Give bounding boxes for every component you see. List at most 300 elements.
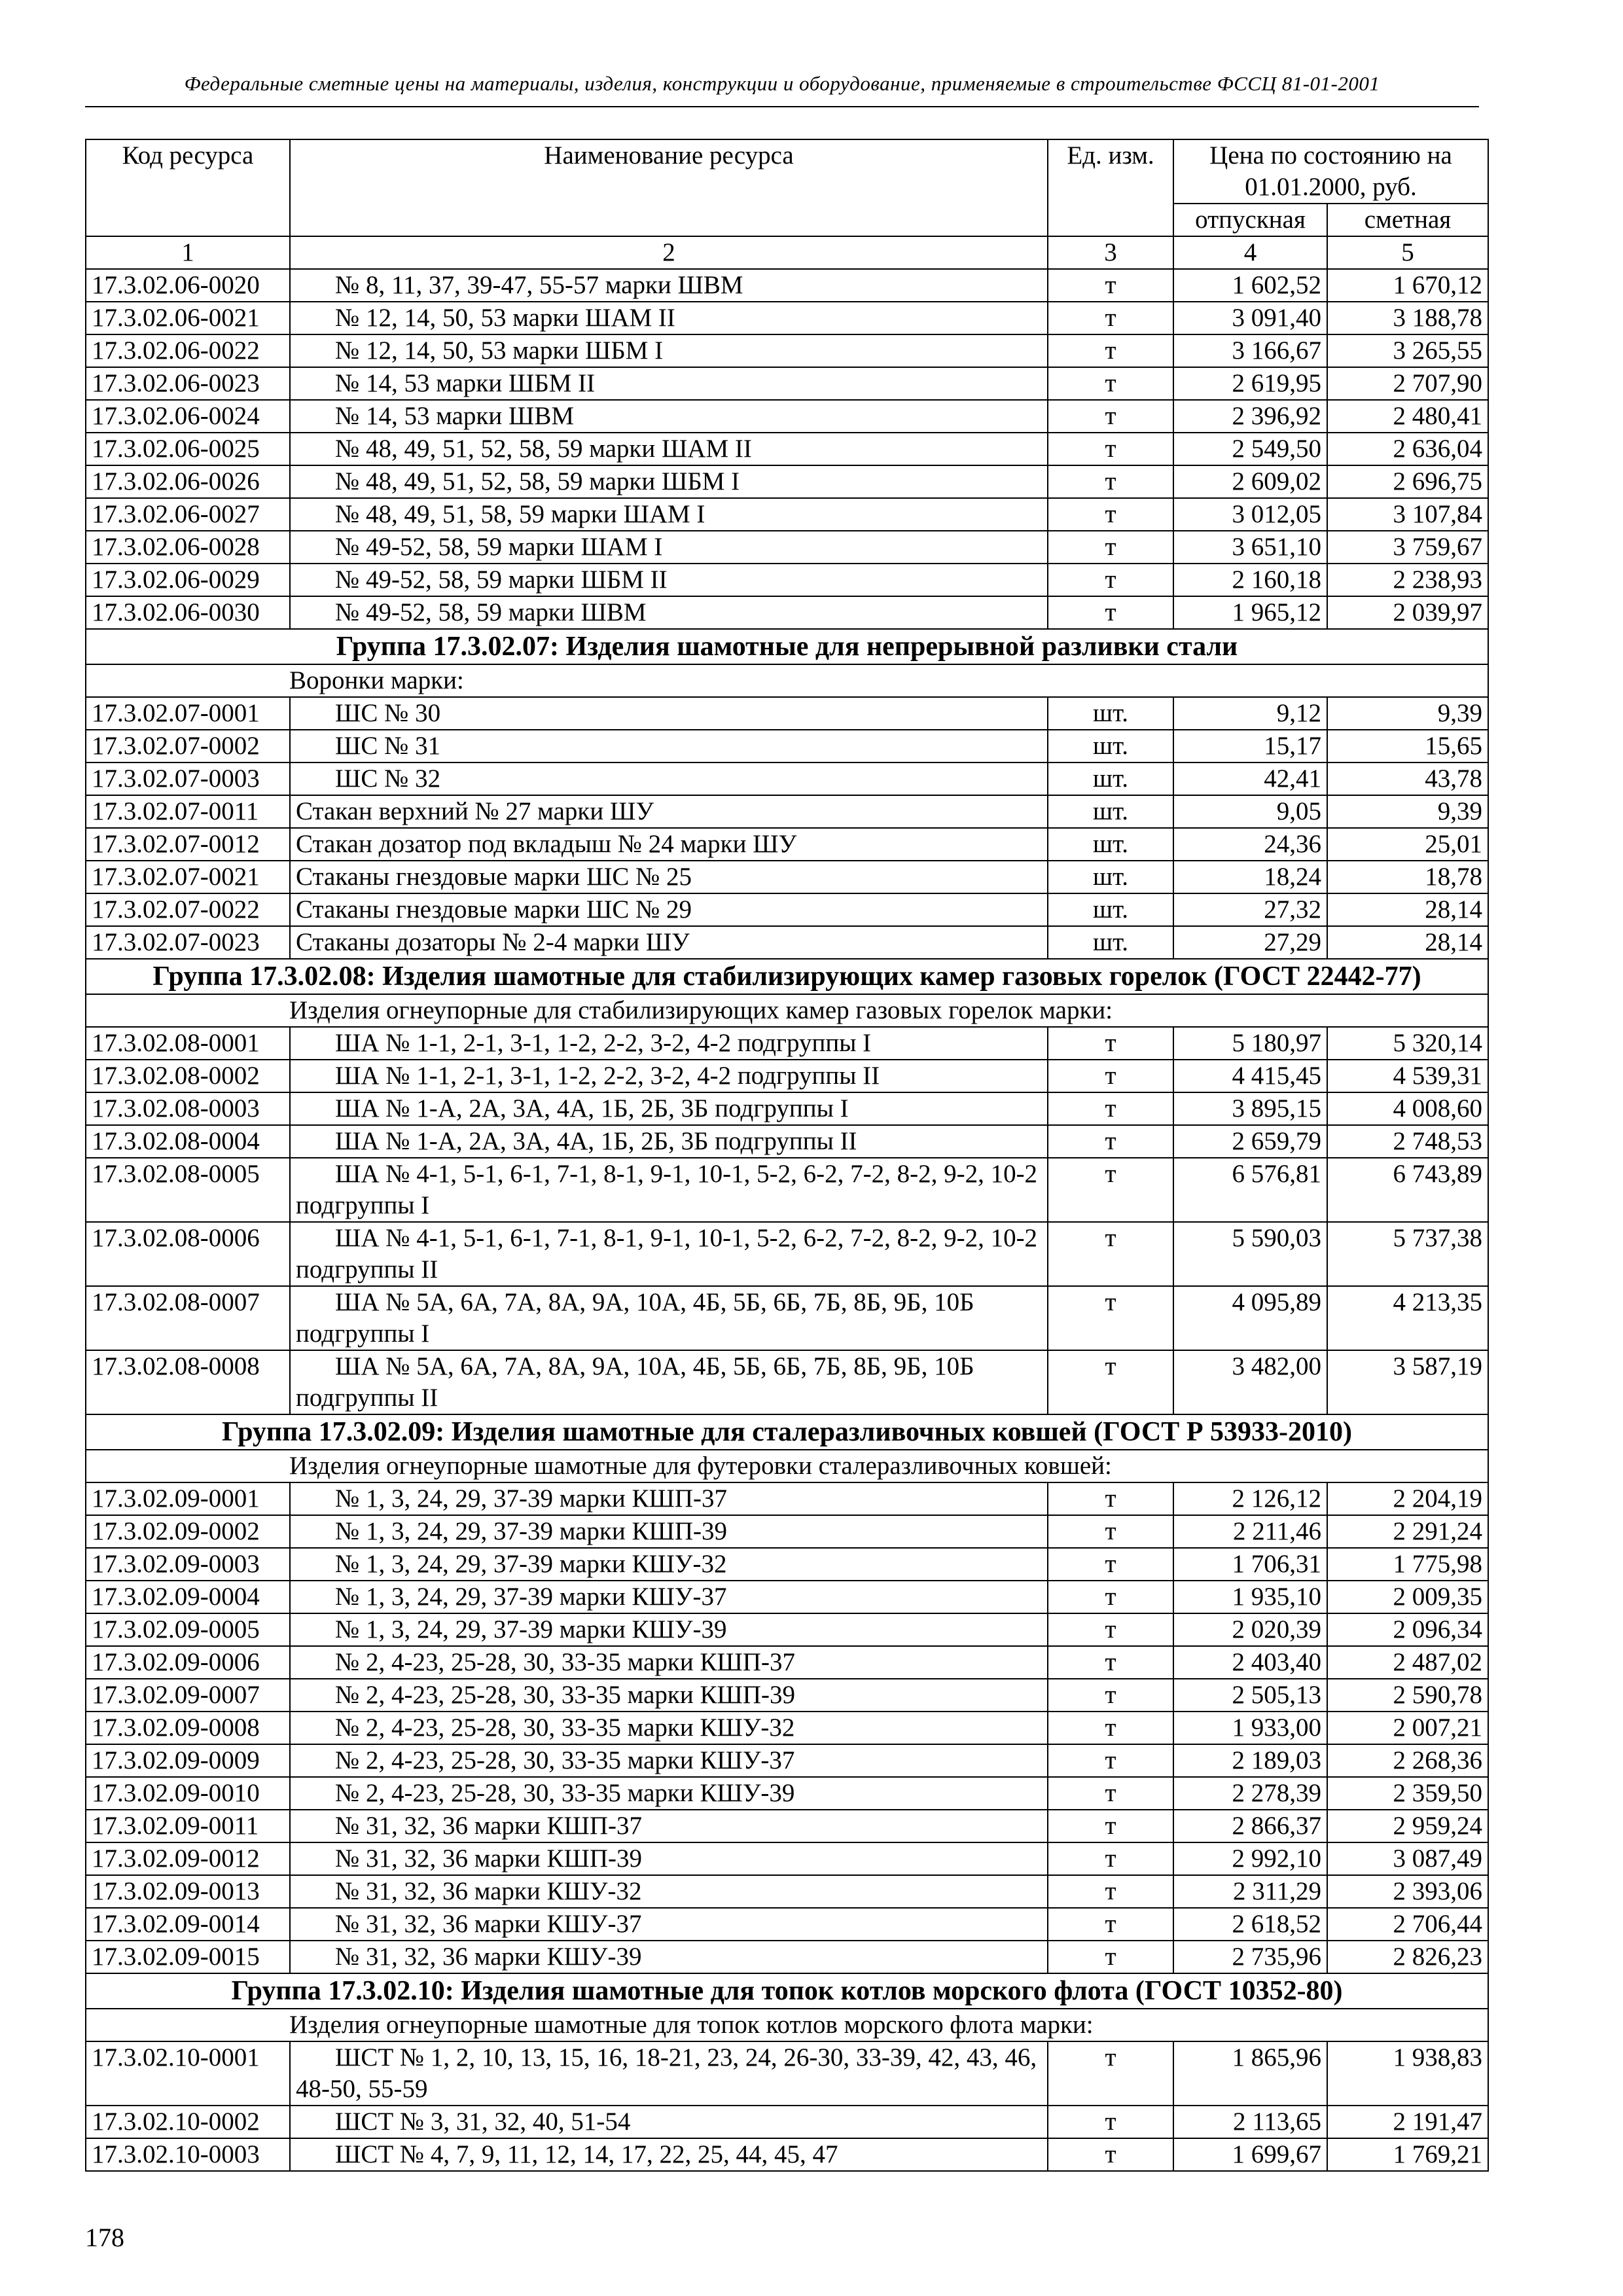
resource-code: 17.3.02.08-0006 — [86, 1222, 290, 1286]
resource-code: 17.3.02.06-0021 — [86, 302, 290, 334]
release-price: 18,24 — [1173, 861, 1327, 893]
table-row — [86, 596, 1488, 629]
estimate-price: 2 039,97 — [1327, 596, 1488, 629]
table-row — [86, 1548, 1488, 1581]
resource-code: 17.3.02.06-0026 — [86, 465, 290, 498]
resource-name: ША № 1-1, 2-1, 3-1, 1-2, 2-2, 3-2, 4-2 подгруппы I — [290, 1027, 1048, 1060]
estimate-price: 9,39 — [1327, 795, 1488, 828]
unit-of-measure: т — [1048, 433, 1173, 465]
release-price: 5 180,97 — [1173, 1027, 1327, 1060]
estimate-price: 2 959,24 — [1327, 1810, 1488, 1842]
estimate-price: 2 487,02 — [1327, 1646, 1488, 1679]
resource-code: 17.3.02.07-0023 — [86, 926, 290, 959]
table-row — [86, 730, 1488, 762]
unit-of-measure: т — [1048, 1777, 1173, 1810]
resource-name: Стаканы дозаторы № 2-4 марки ШУ — [290, 926, 1048, 959]
resource-code: 17.3.02.09-0007 — [86, 1679, 290, 1712]
table-row — [86, 795, 1488, 828]
estimate-price: 18,78 — [1327, 861, 1488, 893]
unit-of-measure: шт. — [1048, 730, 1173, 762]
estimate-price: 2 590,78 — [1327, 1679, 1488, 1712]
unit-of-measure: т — [1048, 334, 1173, 367]
resource-code: 17.3.02.06-0030 — [86, 596, 290, 629]
resource-name: № 2, 4-23, 25-28, 30, 33-35 марки КШУ-39 — [290, 1777, 1048, 1810]
release-price: 2 396,92 — [1173, 400, 1327, 433]
unit-of-measure: т — [1048, 1092, 1173, 1125]
resource-code: 17.3.02.08-0008 — [86, 1350, 290, 1414]
group-heading-row — [86, 629, 1488, 664]
resource-name: № 2, 4-23, 25-28, 30, 33-35 марки КШУ-32 — [290, 1712, 1048, 1744]
release-price: 3 012,05 — [1173, 498, 1327, 531]
table-row — [86, 893, 1488, 926]
resource-name: ША № 5А, 6А, 7А, 8А, 9А, 10А, 4Б, 5Б, 6Б, 7Б, 8Б, 9Б, 10Б подгруппы I — [290, 1286, 1048, 1350]
resource-code: 17.3.02.09-0013 — [86, 1875, 290, 1908]
estimate-price: 2 291,24 — [1327, 1515, 1488, 1548]
release-price: 24,36 — [1173, 828, 1327, 861]
resource-name: Стакан верхний № 27 марки ШУ — [290, 795, 1048, 828]
resource-name: ША № 1-А, 2А, 3А, 4А, 1Б, 2Б, 3Б подгруппы II — [290, 1125, 1048, 1158]
resource-code: 17.3.02.09-0004 — [86, 1581, 290, 1613]
release-price: 2 619,95 — [1173, 367, 1327, 400]
unit-of-measure: т — [1048, 1941, 1173, 1973]
table-row — [86, 367, 1488, 400]
unit-of-measure: т — [1048, 1158, 1173, 1222]
unit-of-measure: шт. — [1048, 926, 1173, 959]
table-row — [86, 465, 1488, 498]
resource-code: 17.3.02.09-0005 — [86, 1613, 290, 1646]
estimate-price: 5 320,14 — [1327, 1027, 1488, 1060]
release-price: 4 095,89 — [1173, 1286, 1327, 1350]
estimate-price: 4 539,31 — [1327, 1060, 1488, 1092]
table-row — [86, 1286, 1488, 1350]
resource-name: № 1, 3, 24, 29, 37-39 марки КШУ-39 — [290, 1613, 1048, 1646]
release-price: 2 505,13 — [1173, 1679, 1327, 1712]
estimate-price: 2 359,50 — [1327, 1777, 1488, 1810]
estimate-price: 1 938,83 — [1327, 2041, 1488, 2106]
unit-of-measure: т — [1048, 269, 1173, 302]
table-row — [86, 1810, 1488, 1842]
estimate-price: 5 737,38 — [1327, 1222, 1488, 1286]
estimate-price: 1 769,21 — [1327, 2138, 1488, 2171]
estimate-price: 2 009,35 — [1327, 1581, 1488, 1613]
release-price: 1 699,67 — [1173, 2138, 1327, 2171]
header-release-price: отпускная — [1173, 204, 1327, 236]
group-heading: Группа 17.3.02.10: Изделия шамотные для топок котлов морского флота (ГОСТ 10352-80) — [86, 1973, 1488, 2009]
unit-of-measure: т — [1048, 564, 1173, 596]
resource-code: 17.3.02.08-0002 — [86, 1060, 290, 1092]
resource-name: № 48, 49, 51, 52, 58, 59 марки ШАМ II — [290, 433, 1048, 465]
column-numbers-row — [86, 236, 1488, 269]
column-number: 5 — [1327, 236, 1488, 269]
price-table — [85, 139, 1489, 2172]
resource-name: № 31, 32, 36 марки КШУ-37 — [290, 1908, 1048, 1941]
resource-name: ША № 5А, 6А, 7А, 8А, 9А, 10А, 4Б, 5Б, 6Б, 7Б, 8Б, 9Б, 10Б подгруппы II — [290, 1350, 1048, 1414]
estimate-price: 2 636,04 — [1327, 433, 1488, 465]
release-price: 1 965,12 — [1173, 596, 1327, 629]
estimate-price: 1 775,98 — [1327, 1548, 1488, 1581]
estimate-price: 25,01 — [1327, 828, 1488, 861]
unit-of-measure: т — [1048, 1027, 1173, 1060]
resource-code: 17.3.02.07-0011 — [86, 795, 290, 828]
table-row — [86, 1482, 1488, 1515]
resource-name: № 48, 49, 51, 52, 58, 59 марки ШБМ I — [290, 465, 1048, 498]
column-number: 4 — [1173, 236, 1327, 269]
resource-code: 17.3.02.07-0021 — [86, 861, 290, 893]
unit-of-measure: шт. — [1048, 795, 1173, 828]
unit-of-measure: т — [1048, 1222, 1173, 1286]
resource-name: № 2, 4-23, 25-28, 30, 33-35 марки КШУ-37 — [290, 1744, 1048, 1777]
unit-of-measure: т — [1048, 1875, 1173, 1908]
unit-of-measure: т — [1048, 1350, 1173, 1414]
table-row — [86, 926, 1488, 959]
unit-of-measure: т — [1048, 2138, 1173, 2171]
unit-of-measure: т — [1048, 1125, 1173, 1158]
header-unit: Ед. изм. — [1048, 139, 1173, 236]
estimate-price: 9,39 — [1327, 697, 1488, 730]
release-price: 2 609,02 — [1173, 465, 1327, 498]
estimate-price: 6 743,89 — [1327, 1158, 1488, 1222]
unit-of-measure: т — [1048, 1842, 1173, 1875]
release-price: 2 735,96 — [1173, 1941, 1327, 1973]
table-row — [86, 1679, 1488, 1712]
release-price: 9,12 — [1173, 697, 1327, 730]
release-price: 2 311,29 — [1173, 1875, 1327, 1908]
resource-name: № 12, 14, 50, 53 марки ШАМ II — [290, 302, 1048, 334]
estimate-price: 2 007,21 — [1327, 1712, 1488, 1744]
release-price: 2 113,65 — [1173, 2106, 1327, 2138]
release-price: 15,17 — [1173, 730, 1327, 762]
release-price: 2 992,10 — [1173, 1842, 1327, 1875]
unit-of-measure: шт. — [1048, 762, 1173, 795]
unit-of-measure: т — [1048, 498, 1173, 531]
estimate-price: 3 587,19 — [1327, 1350, 1488, 1414]
resource-name: ША № 4-1, 5-1, 6-1, 7-1, 8-1, 9-1, 10-1, 5-2, 6-2, 7-2, 8-2, 9-2, 10-2 подгруппы II — [290, 1222, 1048, 1286]
release-price: 2 160,18 — [1173, 564, 1327, 596]
estimate-price: 2 748,53 — [1327, 1125, 1488, 1158]
release-price: 3 482,00 — [1173, 1350, 1327, 1414]
estimate-price: 2 707,90 — [1327, 367, 1488, 400]
estimate-price: 1 670,12 — [1327, 269, 1488, 302]
release-price: 27,32 — [1173, 893, 1327, 926]
release-price: 2 549,50 — [1173, 433, 1327, 465]
table-row — [86, 302, 1488, 334]
unit-of-measure: т — [1048, 1515, 1173, 1548]
unit-of-measure: т — [1048, 400, 1173, 433]
table-row — [86, 2106, 1488, 2138]
column-number: 1 — [86, 236, 290, 269]
estimate-price: 2 706,44 — [1327, 1908, 1488, 1941]
table-row — [86, 400, 1488, 433]
estimate-price: 4 213,35 — [1327, 1286, 1488, 1350]
resource-code: 17.3.02.08-0007 — [86, 1286, 290, 1350]
table-row — [86, 1842, 1488, 1875]
estimate-price: 28,14 — [1327, 926, 1488, 959]
resource-code: 17.3.02.10-0002 — [86, 2106, 290, 2138]
resource-code: 17.3.02.07-0022 — [86, 893, 290, 926]
subgroup-heading-row — [86, 1450, 1488, 1482]
resource-code: 17.3.02.08-0004 — [86, 1125, 290, 1158]
resource-name: Стаканы гнездовые марки ШС № 29 — [290, 893, 1048, 926]
resource-name: № 1, 3, 24, 29, 37-39 марки КШУ-37 — [290, 1581, 1048, 1613]
resource-code: 17.3.02.09-0010 — [86, 1777, 290, 1810]
header-name: Наименование ресурса — [290, 139, 1048, 236]
subgroup-heading: Изделия огнеупорные шамотные для футеровки сталеразливочных ковшей: — [86, 1450, 1488, 1482]
unit-of-measure: шт. — [1048, 861, 1173, 893]
group-heading-row — [86, 959, 1488, 994]
estimate-price: 2 204,19 — [1327, 1482, 1488, 1515]
release-price: 3 166,67 — [1173, 334, 1327, 367]
unit-of-measure: т — [1048, 1712, 1173, 1744]
table-row — [86, 1712, 1488, 1744]
release-price: 2 659,79 — [1173, 1125, 1327, 1158]
table-row — [86, 564, 1488, 596]
release-price: 4 415,45 — [1173, 1060, 1327, 1092]
resource-name: ШСТ № 4, 7, 9, 11, 12, 14, 17, 22, 25, 44, 45, 47 — [290, 2138, 1048, 2171]
release-price: 1 935,10 — [1173, 1581, 1327, 1613]
resource-code: 17.3.02.06-0020 — [86, 269, 290, 302]
unit-of-measure: т — [1048, 1286, 1173, 1350]
resource-code: 17.3.02.09-0015 — [86, 1941, 290, 1973]
resource-name: № 49-52, 58, 59 марки ШАМ I — [290, 531, 1048, 564]
estimate-price: 2 480,41 — [1327, 400, 1488, 433]
estimate-price: 43,78 — [1327, 762, 1488, 795]
resource-name: ШС № 31 — [290, 730, 1048, 762]
resource-code: 17.3.02.06-0029 — [86, 564, 290, 596]
unit-of-measure: т — [1048, 1060, 1173, 1092]
unit-of-measure: т — [1048, 596, 1173, 629]
release-price: 27,29 — [1173, 926, 1327, 959]
estimate-price: 2 696,75 — [1327, 465, 1488, 498]
resource-name: № 48, 49, 51, 58, 59 марки ШАМ I — [290, 498, 1048, 531]
resource-name: № 49-52, 58, 59 марки ШВМ — [290, 596, 1048, 629]
header-estimate-price: сметная — [1327, 204, 1488, 236]
resource-code: 17.3.02.09-0012 — [86, 1842, 290, 1875]
resource-code: 17.3.02.09-0006 — [86, 1646, 290, 1679]
table-row — [86, 1744, 1488, 1777]
estimate-price: 2 826,23 — [1327, 1941, 1488, 1973]
resource-code: 17.3.02.09-0003 — [86, 1548, 290, 1581]
table-row — [86, 334, 1488, 367]
unit-of-measure: т — [1048, 531, 1173, 564]
release-price: 3 651,10 — [1173, 531, 1327, 564]
resource-code: 17.3.02.06-0025 — [86, 433, 290, 465]
table-row — [86, 1158, 1488, 1222]
table-header-row — [86, 139, 1488, 204]
release-price: 1 933,00 — [1173, 1712, 1327, 1744]
table-row — [86, 1908, 1488, 1941]
estimate-price: 2 096,34 — [1327, 1613, 1488, 1646]
estimate-price: 15,65 — [1327, 730, 1488, 762]
subgroup-heading: Изделия огнеупорные шамотные для топок котлов морского флота марки: — [86, 2009, 1488, 2041]
resource-code: 17.3.02.09-0009 — [86, 1744, 290, 1777]
table-row — [86, 498, 1488, 531]
table-row — [86, 1777, 1488, 1810]
estimate-price: 4 008,60 — [1327, 1092, 1488, 1125]
resource-name: № 49-52, 58, 59 марки ШБМ II — [290, 564, 1048, 596]
table-row — [86, 1092, 1488, 1125]
unit-of-measure: т — [1048, 2041, 1173, 2106]
table-row — [86, 2138, 1488, 2171]
release-price: 5 590,03 — [1173, 1222, 1327, 1286]
table-row — [86, 1875, 1488, 1908]
resource-name: № 1, 3, 24, 29, 37-39 марки КШУ-32 — [290, 1548, 1048, 1581]
group-heading-row — [86, 1414, 1488, 1450]
table-row — [86, 1581, 1488, 1613]
unit-of-measure: шт. — [1048, 828, 1173, 861]
estimate-price: 2 238,93 — [1327, 564, 1488, 596]
resource-name: ШС № 30 — [290, 697, 1048, 730]
resource-code: 17.3.02.08-0005 — [86, 1158, 290, 1222]
estimate-price: 3 107,84 — [1327, 498, 1488, 531]
resource-name: № 31, 32, 36 марки КШП-37 — [290, 1810, 1048, 1842]
resource-code: 17.3.02.07-0001 — [86, 697, 290, 730]
estimate-price: 2 393,06 — [1327, 1875, 1488, 1908]
table-row — [86, 1027, 1488, 1060]
resource-code: 17.3.02.10-0003 — [86, 2138, 290, 2171]
header-code: Код ресурса — [86, 139, 290, 236]
release-price: 2 618,52 — [1173, 1908, 1327, 1941]
resource-name: № 31, 32, 36 марки КШУ-39 — [290, 1941, 1048, 1973]
unit-of-measure: т — [1048, 1581, 1173, 1613]
table-row — [86, 861, 1488, 893]
column-number: 3 — [1048, 236, 1173, 269]
estimate-price: 3 188,78 — [1327, 302, 1488, 334]
resource-name: ШС № 32 — [290, 762, 1048, 795]
resource-code: 17.3.02.09-0008 — [86, 1712, 290, 1744]
page-header: Федеральные сметные цены на материалы, изделия, конструкции и оборудование, применяемые в строительстве ФССЦ 81-01-2001 — [184, 72, 1380, 95]
resource-code: 17.3.02.08-0001 — [86, 1027, 290, 1060]
table-row — [86, 269, 1488, 302]
unit-of-measure: т — [1048, 1646, 1173, 1679]
group-heading: Группа 17.3.02.09: Изделия шамотные для сталеразливочных ковшей (ГОСТ Р 53933-2010) — [86, 1414, 1488, 1450]
release-price: 6 576,81 — [1173, 1158, 1327, 1222]
release-price: 2 020,39 — [1173, 1613, 1327, 1646]
release-price: 42,41 — [1173, 762, 1327, 795]
resource-name: ШСТ № 3, 31, 32, 40, 51-54 — [290, 2106, 1048, 2138]
unit-of-measure: т — [1048, 1482, 1173, 1515]
unit-of-measure: т — [1048, 2106, 1173, 2138]
resource-code: 17.3.02.06-0027 — [86, 498, 290, 531]
subgroup-heading-row — [86, 2009, 1488, 2041]
table-row — [86, 2041, 1488, 2106]
release-price: 3 091,40 — [1173, 302, 1327, 334]
subgroup-heading-row — [86, 664, 1488, 697]
table-row — [86, 1060, 1488, 1092]
resource-code: 17.3.02.08-0003 — [86, 1092, 290, 1125]
resource-code: 17.3.02.09-0014 — [86, 1908, 290, 1941]
table-row — [86, 1646, 1488, 1679]
header-rule — [85, 106, 1479, 107]
group-heading: Группа 17.3.02.08: Изделия шамотные для стабилизирующих камер газовых горелок (ГОСТ 22442-77) — [86, 959, 1488, 994]
table-row — [86, 1941, 1488, 1973]
resource-name: № 14, 53 марки ШБМ II — [290, 367, 1048, 400]
subgroup-heading: Изделия огнеупорные для стабилизирующих камер газовых горелок марки: — [86, 994, 1488, 1027]
table-row — [86, 1515, 1488, 1548]
release-price: 2 189,03 — [1173, 1744, 1327, 1777]
subgroup-heading: Воронки марки: — [86, 664, 1488, 697]
unit-of-measure: т — [1048, 1908, 1173, 1941]
estimate-price: 3 265,55 — [1327, 334, 1488, 367]
resource-name: № 31, 32, 36 марки КШУ-32 — [290, 1875, 1048, 1908]
table-row — [86, 697, 1488, 730]
unit-of-measure: т — [1048, 1548, 1173, 1581]
resource-name: ШСТ № 1, 2, 10, 13, 15, 16, 18-21, 23, 24, 26-30, 33-39, 42, 43, 46, 48-50, 55-59 — [290, 2041, 1048, 2106]
estimate-price: 2 191,47 — [1327, 2106, 1488, 2138]
resource-name: № 14, 53 марки ШВМ — [290, 400, 1048, 433]
resource-code: 17.3.02.06-0023 — [86, 367, 290, 400]
estimate-price: 2 268,36 — [1327, 1744, 1488, 1777]
table-row — [86, 1125, 1488, 1158]
resource-code: 17.3.02.06-0024 — [86, 400, 290, 433]
table-row — [86, 433, 1488, 465]
release-price: 2 278,39 — [1173, 1777, 1327, 1810]
unit-of-measure: шт. — [1048, 697, 1173, 730]
page-number: 178 — [85, 2223, 124, 2252]
unit-of-measure: шт. — [1048, 893, 1173, 926]
resource-name: Стаканы гнездовые марки ШС № 25 — [290, 861, 1048, 893]
resource-name: № 31, 32, 36 марки КШП-39 — [290, 1842, 1048, 1875]
unit-of-measure: т — [1048, 1744, 1173, 1777]
release-price: 2 211,46 — [1173, 1515, 1327, 1548]
estimate-price: 3 759,67 — [1327, 531, 1488, 564]
table-row — [86, 762, 1488, 795]
resource-code: 17.3.02.10-0001 — [86, 2041, 290, 2106]
resource-name: № 8, 11, 37, 39-47, 55-57 марки ШВМ — [290, 269, 1048, 302]
unit-of-measure: т — [1048, 1679, 1173, 1712]
resource-name: ША № 1-1, 2-1, 3-1, 1-2, 2-2, 3-2, 4-2 подгруппы II — [290, 1060, 1048, 1092]
resource-name: № 2, 4-23, 25-28, 30, 33-35 марки КШП-39 — [290, 1679, 1048, 1712]
resource-name: № 2, 4-23, 25-28, 30, 33-35 марки КШП-37 — [290, 1646, 1048, 1679]
release-price: 1 865,96 — [1173, 2041, 1327, 2106]
table-row — [86, 1613, 1488, 1646]
resource-code: 17.3.02.09-0011 — [86, 1810, 290, 1842]
resource-code: 17.3.02.07-0012 — [86, 828, 290, 861]
release-price: 1 602,52 — [1173, 269, 1327, 302]
release-price: 3 895,15 — [1173, 1092, 1327, 1125]
release-price: 2 866,37 — [1173, 1810, 1327, 1842]
unit-of-measure: т — [1048, 367, 1173, 400]
resource-code: 17.3.02.06-0022 — [86, 334, 290, 367]
table-row — [86, 828, 1488, 861]
estimate-price: 28,14 — [1327, 893, 1488, 926]
column-number: 2 — [290, 236, 1048, 269]
resource-name: № 1, 3, 24, 29, 37-39 марки КШП-39 — [290, 1515, 1048, 1548]
resource-name: ША № 1-А, 2А, 3А, 4А, 1Б, 2Б, 3Б подгруппы I — [290, 1092, 1048, 1125]
table-row — [86, 1222, 1488, 1286]
table-row — [86, 1350, 1488, 1414]
estimate-price: 3 087,49 — [1327, 1842, 1488, 1875]
release-price: 9,05 — [1173, 795, 1327, 828]
resource-code: 17.3.02.07-0002 — [86, 730, 290, 762]
resource-code: 17.3.02.06-0028 — [86, 531, 290, 564]
group-heading-row — [86, 1973, 1488, 2009]
unit-of-measure: т — [1048, 302, 1173, 334]
resource-name: № 12, 14, 50, 53 марки ШБМ I — [290, 334, 1048, 367]
resource-code: 17.3.02.07-0003 — [86, 762, 290, 795]
unit-of-measure: т — [1048, 465, 1173, 498]
header-price: Цена по состоянию на 01.01.2000, руб. — [1173, 139, 1488, 204]
group-heading: Группа 17.3.02.07: Изделия шамотные для непрерывной разливки стали — [86, 629, 1488, 664]
unit-of-measure: т — [1048, 1613, 1173, 1646]
resource-code: 17.3.02.09-0001 — [86, 1482, 290, 1515]
unit-of-measure: т — [1048, 1810, 1173, 1842]
release-price: 1 706,31 — [1173, 1548, 1327, 1581]
resource-name: ША № 4-1, 5-1, 6-1, 7-1, 8-1, 9-1, 10-1, 5-2, 6-2, 7-2, 8-2, 9-2, 10-2 подгруппы I — [290, 1158, 1048, 1222]
subgroup-heading-row — [86, 994, 1488, 1027]
table-row — [86, 531, 1488, 564]
resource-name: № 1, 3, 24, 29, 37-39 марки КШП-37 — [290, 1482, 1048, 1515]
resource-name: Стакан дозатор под вкладыш № 24 марки ШУ — [290, 828, 1048, 861]
